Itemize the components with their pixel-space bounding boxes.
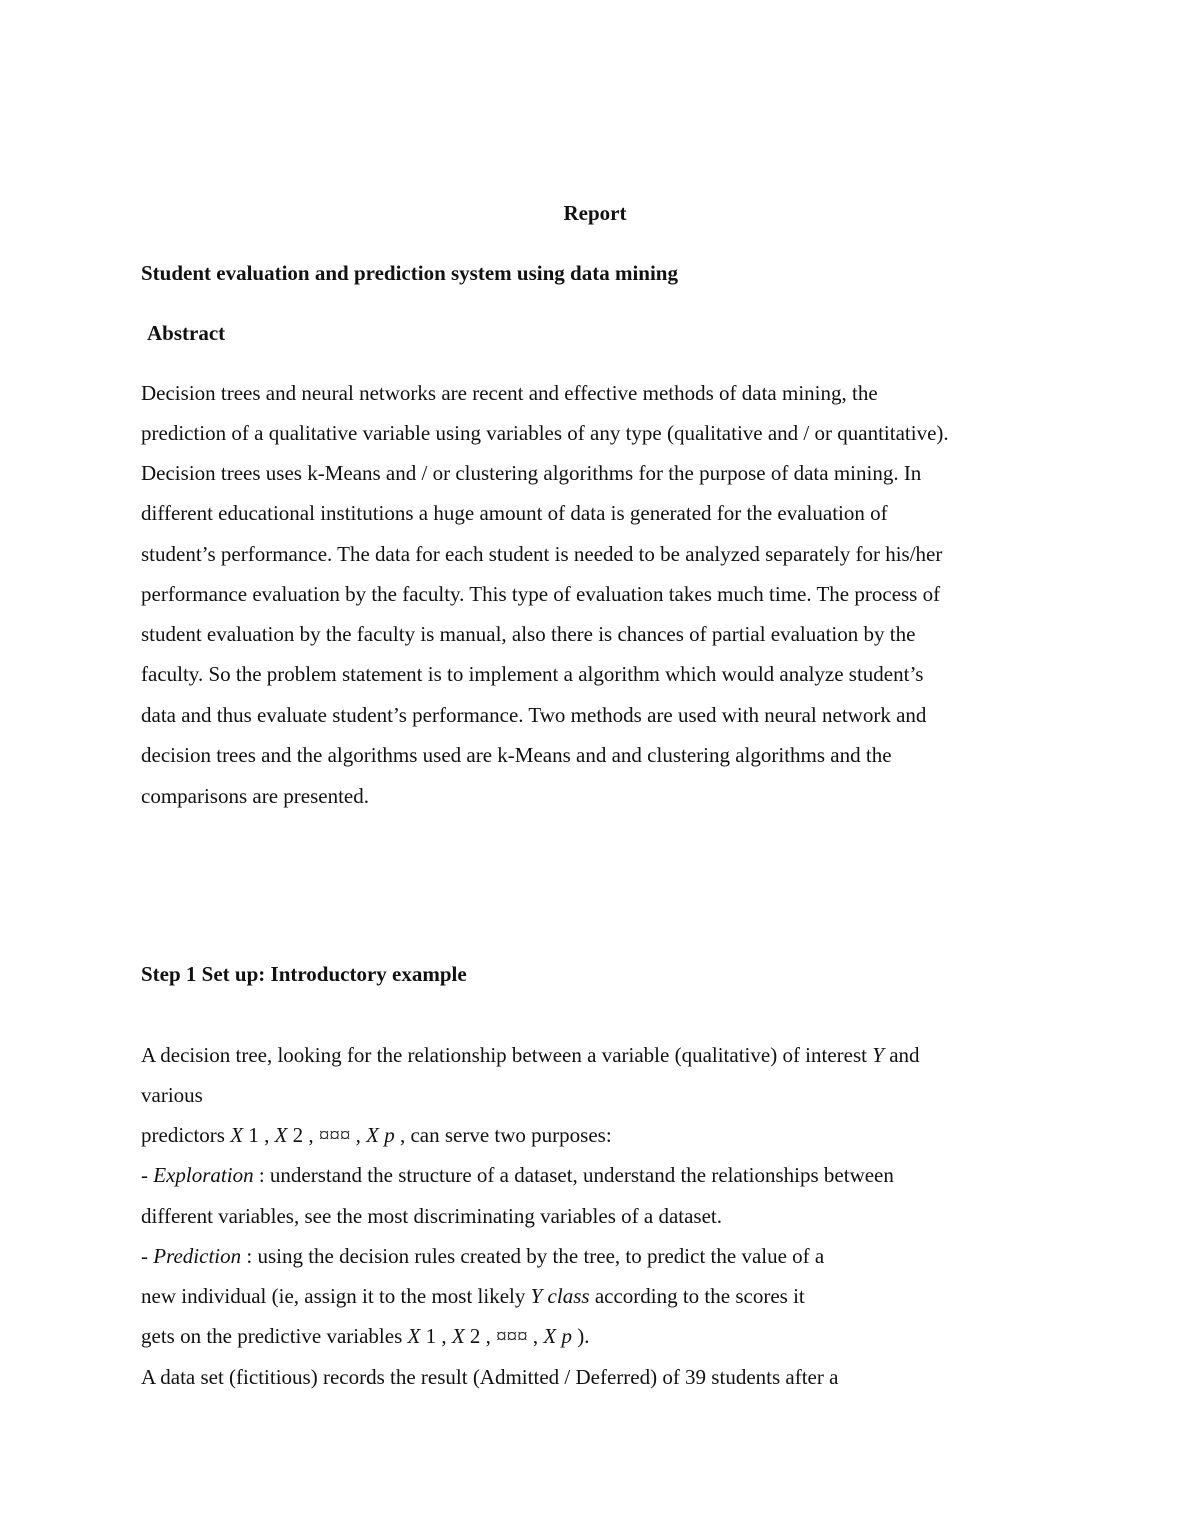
step1-line: different variables, see the most discriminating variables of a dataset. bbox=[141, 1204, 722, 1228]
text-span: 1 , bbox=[243, 1123, 275, 1147]
step1-line bbox=[141, 1042, 920, 1068]
abstract-line: performance evaluation by the faculty. This type of evaluation takes much time. The process of bbox=[141, 582, 941, 606]
variable-x: X bbox=[274, 1123, 288, 1147]
step1-line bbox=[141, 1283, 805, 1309]
text-span: , can serve two purposes: bbox=[394, 1123, 612, 1147]
step1-line: various bbox=[141, 1083, 203, 1107]
variable-xp: X p bbox=[366, 1123, 395, 1147]
text-span: - bbox=[141, 1163, 154, 1187]
text-span: gets on the predictive variables bbox=[141, 1324, 408, 1348]
step1-heading: Step 1 Set up: Introductory example bbox=[141, 962, 467, 986]
abstract-line: Decision trees uses k-Means and / or clustering algorithms for the purpose of data mining. In bbox=[141, 461, 922, 485]
text-span: : understand the structure of a dataset, understand the relationships between bbox=[253, 1163, 894, 1187]
text-span: 1 , bbox=[420, 1324, 452, 1348]
document-title: Report bbox=[563, 201, 627, 225]
text-span: 2 , ¤¤¤ , bbox=[287, 1123, 367, 1147]
text-span: A decision tree, looking for the relationship between a variable (qualitative) of interest bbox=[141, 1043, 873, 1067]
step1-line bbox=[141, 1162, 894, 1188]
text-span: : using the decision rules created by the tree, to predict the value of a bbox=[241, 1244, 825, 1268]
variable-x: X bbox=[451, 1324, 465, 1348]
variable-x: X bbox=[230, 1123, 244, 1147]
text-span: new individual (ie, assign it to the most likely bbox=[141, 1284, 531, 1308]
abstract-line: prediction of a qualitative variable using variables of any type (qualitative and / or quantitative). bbox=[141, 421, 949, 445]
abstract-line: data and thus evaluate student’s performance. Two methods are used with neural network and bbox=[141, 703, 927, 727]
step1-line: A data set (fictitious) records the result (Admitted / Deferred) of 39 students after a bbox=[141, 1365, 839, 1389]
abstract-line: student evaluation by the faculty is manual, also there is chances of partial evaluation by the bbox=[141, 622, 916, 646]
abstract-line: decision trees and the algorithms used are k-Means and and clustering algorithms and the bbox=[141, 743, 892, 767]
step1-line bbox=[141, 1243, 824, 1269]
abstract-heading: Abstract bbox=[147, 321, 226, 345]
document-subtitle: Student evaluation and prediction system using data mining bbox=[141, 261, 678, 285]
text-span: predictors bbox=[141, 1123, 231, 1147]
term-y-class: Y class bbox=[530, 1284, 590, 1308]
step1-line bbox=[141, 1122, 612, 1148]
text-span: according to the scores it bbox=[589, 1284, 805, 1308]
term-exploration: Exploration bbox=[153, 1163, 254, 1187]
abstract-line: faculty. So the problem statement is to implement a algorithm which would analyze student’s bbox=[141, 662, 924, 686]
abstract-line: comparisons are presented. bbox=[141, 784, 369, 808]
variable-y: Y bbox=[872, 1043, 884, 1067]
text-span: - bbox=[141, 1244, 154, 1268]
variable-xp: X p bbox=[543, 1324, 572, 1348]
text-span: and bbox=[883, 1043, 920, 1067]
text-span: ). bbox=[571, 1324, 590, 1348]
abstract-line: Decision trees and neural networks are recent and effective methods of data mining, the bbox=[141, 381, 878, 405]
text-span: 2 , ¤¤¤ , bbox=[464, 1324, 544, 1348]
step1-line bbox=[141, 1323, 589, 1349]
term-prediction: Prediction bbox=[153, 1244, 242, 1268]
variable-x: X bbox=[407, 1324, 421, 1348]
abstract-line: student’s performance. The data for each student is needed to be analyzed separately for his/her bbox=[141, 542, 943, 566]
abstract-line: different educational institutions a huge amount of data is generated for the evaluation of bbox=[141, 501, 888, 525]
